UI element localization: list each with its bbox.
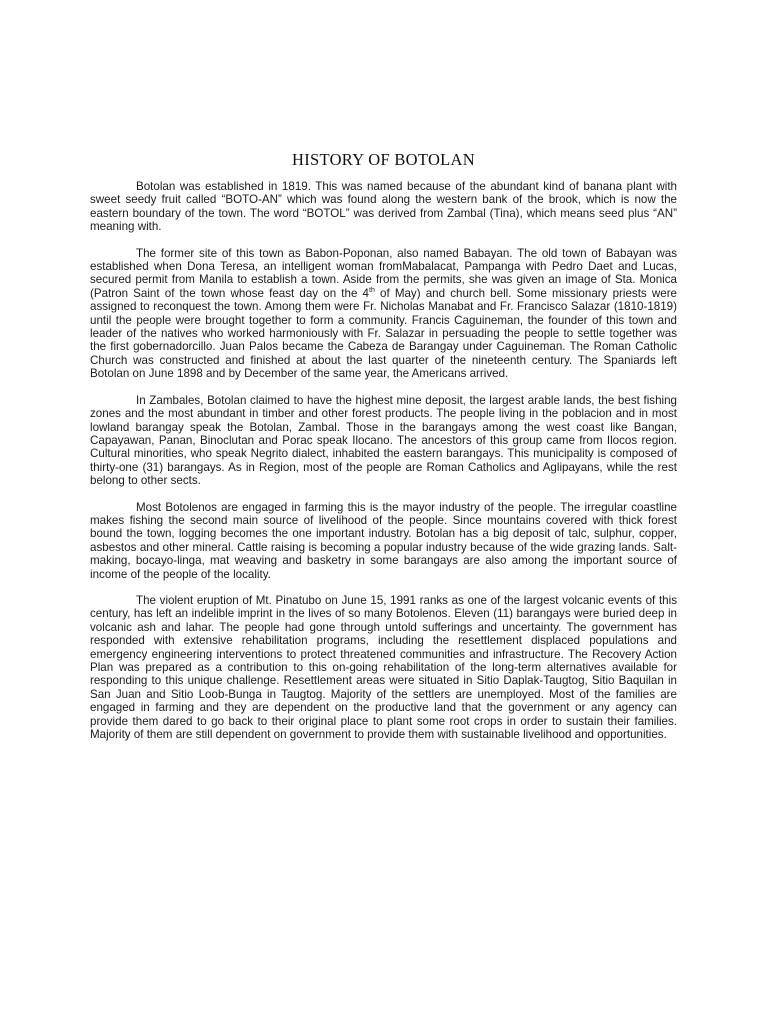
document-page bbox=[90, 0, 677, 1024]
paragraph-text: In Zambales, Botolan claimed to have the highest mine deposit, the largest arable lands, the best fishing zones and the most abundant in timber and other forest products. The people living in the poblacion and in most lowland barangay speak the Botolan, Zambal. Those in the barangays among the west coast like Bangan, Capayawan, Panan, Binoclutan and Porac speak Ilocano. The ancestors of this group came from Ilocos region. Cultural minorities, who speak Negrito dialect, inhabited the eastern barangays. This municipality is composed of thirty-one (31) barangays. As in Region, most of the people are Roman Catholics and Aglipayans, while the rest belong to other sects. bbox=[90, 393, 677, 488]
document-body bbox=[90, 180, 677, 754]
paragraph-name-origin bbox=[90, 180, 677, 234]
ordinal-superscript: th bbox=[369, 286, 375, 294]
document-title: HISTORY OF BOTOLAN bbox=[292, 150, 475, 169]
paragraph-text: Most Botolenos are engaged in farming this is the mayor industry of the people. The irregular coastline makes fishing the second main source of livelihood of the people. Since mountains covered with thick forest bound the town, logging becomes the one important industry. Botolan has a big deposit of talc, sulphur, copper, asbestos and other mineral. Cattle raising is becoming a popular industry because of the wide grazing lands. Salt-making, bocayo-linga, mat weaving and basketry in some barangays are also among the important source of income of the people of the locality. bbox=[90, 500, 677, 581]
paragraph-text: Botolan was established in 1819. This was named because of the abundant kind of banana plant with sweet seedy fruit called “BOTO-AN” which was found along the western bank of the brook, which is now the eastern boundary of the town. The word “BOTOL” was derived from Zambal (Tina), which means seed plus “AN” meaning with. bbox=[90, 180, 677, 234]
paragraph-resources-people bbox=[90, 394, 677, 488]
paragraph-text-continued: of May) and church bell. Some missionary priests were assigned to reconquest the town. Among them were Fr. Nicholas Manabat and Fr. Francisco Salazar (1810-1819) until the people were brought together to form a community. Francis Caguineman, the founder of this town and leader of the natives who worked harmoniously with Fr. Salazar in persuading the people to settle together was the first gobernadorcillo. Juan Palos became the Cabeza de Barangay under Caguineman. The Roman Catholic Church was constructed and finished at about the last quarter of the nineteenth century. The Spaniards left Botolan on June 1898 and by December of the same year, the Americans arrived. bbox=[90, 286, 678, 381]
paragraph-former-site bbox=[90, 247, 677, 381]
paragraph-text: The violent eruption of Mt. Pinatubo on June 15, 1991 ranks as one of the largest volcanic events of this century, has left an indelible imprint in the lives of so many Botolenos. Eleven (11) barangays were buried deep in volcanic ash and lahar. The people had gone through untold sufferings and uncertainty. The government has responded with extensive rehabilitation programs, including the resettlement displaced populations and emergency engineering interventions to protect threatened communities and infrastructure. The Recovery Action Plan was prepared as a contribution to this on-going rehabilitation of the long-term alternatives available for responding to this unique challenge. Resettlement areas were situated in Sitio Daplak-Taugtog, Sitio Baquilan in San Juan and Sitio Loob-Bunga in Taugtog. Majority of the settlers are unemployed. Most of the families are engaged in farming and they are dependent on the productive land that the government or any agency can provide them dared to go back to their original place to plant some root crops in order to sustain their families. Majority of them are still dependent on government to provide them with sustainable livelihood and opportunities. bbox=[90, 593, 677, 742]
paragraph-text: The former site of this town as Babon-Poponan, also named Babayan. The old town of Babayan was established when Dona Teresa, an intelligent woman fromMabalacat, Pampanga with Pedro Daet and Lucas, secured permit from Manila to establish a town. Aside from the permits, she was given an image of Sta. Monica (Patron Saint of the town whose feast day on the 4 bbox=[90, 246, 677, 300]
paragraph-pinatubo-eruption bbox=[90, 594, 677, 741]
paragraph-livelihood bbox=[90, 501, 677, 581]
